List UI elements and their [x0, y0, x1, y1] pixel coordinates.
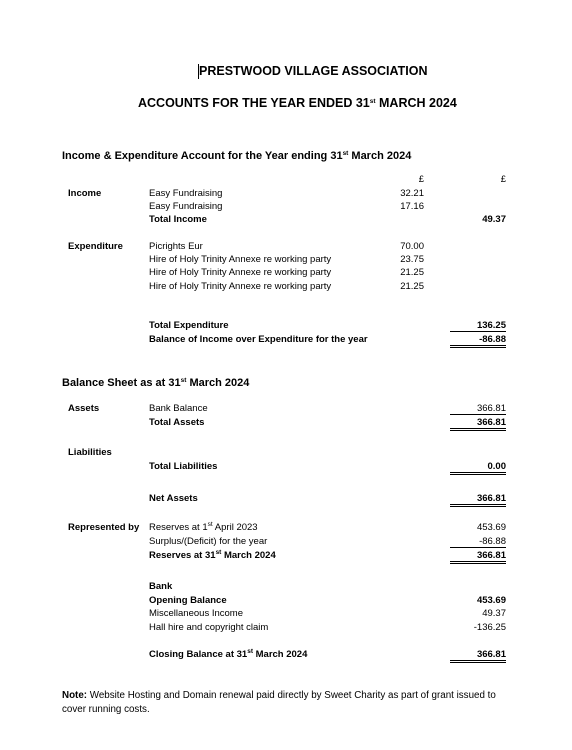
total-expenditure-value: 136.25: [450, 320, 506, 332]
accounts-title-text-end: MARCH 2024: [375, 96, 457, 110]
expenditure-item-desc: Hire of Holy Trinity Annexe re working party: [149, 267, 332, 278]
reserves-end-label: [149, 550, 276, 561]
net-assets-value: 366.81: [450, 493, 506, 507]
assets-label: Assets: [68, 403, 100, 414]
reserves-start-text: Reserves at 1: [149, 522, 208, 533]
bank-balance-label: Bank Balance: [149, 403, 208, 414]
ie-heading: [62, 150, 411, 162]
bs-heading-text-end: March 2024: [186, 377, 250, 389]
net-assets-label: Net Assets: [149, 493, 198, 504]
total-liabilities-label: Total Liabilities: [149, 461, 218, 472]
misc-income-value: 49.37: [482, 608, 506, 619]
closing-balance-text: Closing Balance at 31: [149, 649, 248, 660]
reserves-start-text-end: April 2023: [212, 522, 258, 533]
expenditure-item-desc: Picrights Eur: [149, 241, 203, 252]
note-line-2: cover running costs.: [62, 704, 150, 715]
total-liabilities-value: 0.00: [450, 461, 506, 475]
bs-heading-sup: st: [180, 377, 187, 384]
reserves-end-sup: st: [215, 549, 222, 556]
income-item-desc: Easy Fundraising: [149, 188, 223, 199]
represented-by-label: Represented by: [68, 522, 140, 533]
income-item-amount: 32.21: [400, 188, 424, 199]
hall-hire-value: -136.25: [473, 622, 506, 633]
opening-balance-value: 453.69: [476, 595, 506, 606]
bank-heading: Bank: [149, 581, 173, 592]
income-label: Income: [68, 188, 102, 199]
ie-heading-text: Income & Expenditure Account for the Year ending 31: [62, 150, 343, 162]
expenditure-item-amount: 21.25: [400, 281, 424, 292]
ie-heading-text-end: March 2024: [348, 150, 412, 162]
expenditure-item-desc: Hire of Holy Trinity Annexe re working party: [149, 254, 332, 265]
currency-header-col2: £: [500, 174, 506, 185]
org-title: PRESTWOOD VILLAGE ASSOCIATION: [199, 64, 428, 78]
income-item-amount: 17.16: [400, 201, 424, 212]
reserves-start-sup: st: [207, 521, 213, 528]
expenditure-item-desc: Hire of Holy Trinity Annexe re working party: [149, 281, 332, 292]
reserves-start-value: 453.69: [476, 522, 506, 533]
closing-balance-text-end: March 2024: [252, 649, 308, 660]
expenditure-item-amount: 70.00: [400, 241, 424, 252]
closing-balance-value: 366.81: [450, 649, 506, 663]
opening-balance-label: Opening Balance: [149, 595, 227, 606]
closing-balance-label: [149, 649, 307, 660]
reserves-end-text: Reserves at 31: [149, 550, 216, 561]
total-income-value: 49.37: [482, 214, 506, 225]
note-line-1: [62, 690, 496, 701]
surplus-label: Surplus/(Deficit) for the year: [149, 536, 268, 547]
reserves-end-text-end: March 2024: [221, 550, 276, 561]
bs-heading: [62, 377, 249, 389]
expenditure-item-amount: 23.75: [400, 254, 424, 265]
reserves-start-label: [149, 522, 258, 533]
total-assets-value: 366.81: [450, 417, 506, 431]
income-item-desc: Easy Fundraising: [149, 201, 223, 212]
currency-header-col1: £: [418, 174, 424, 185]
note-label: Note:: [62, 690, 88, 701]
bs-heading-text: Balance Sheet as at 31: [62, 377, 181, 389]
total-assets-label: Total Assets: [149, 417, 205, 428]
closing-balance-sup: st: [247, 648, 253, 655]
balance-label: Balance of Income over Expenditure for the year: [149, 334, 368, 345]
misc-income-label: Miscellaneous Income: [149, 608, 243, 619]
expenditure-item-amount: 21.25: [400, 267, 424, 278]
ie-heading-sup: st: [342, 150, 349, 157]
hall-hire-label: Hall hire and copyright claim: [149, 622, 269, 633]
accounts-title-sup: st: [369, 98, 376, 105]
accounts-title-text: ACCOUNTS FOR THE YEAR ENDED 31: [138, 96, 370, 110]
balance-value: -86.88: [450, 334, 506, 348]
reserves-end-value: 366.81: [450, 550, 506, 564]
total-income-label: Total Income: [149, 214, 207, 225]
note-text: Website Hosting and Domain renewal paid directly by Sweet Charity as part of grant issued to: [87, 690, 496, 701]
liabilities-label: Liabilities: [68, 447, 112, 458]
expenditure-label: Expenditure: [68, 241, 123, 252]
total-expenditure-label: Total Expenditure: [149, 320, 229, 331]
surplus-value: -86.88: [450, 536, 506, 548]
accounts-title: [138, 96, 457, 110]
bank-balance-value: 366.81: [450, 403, 506, 415]
